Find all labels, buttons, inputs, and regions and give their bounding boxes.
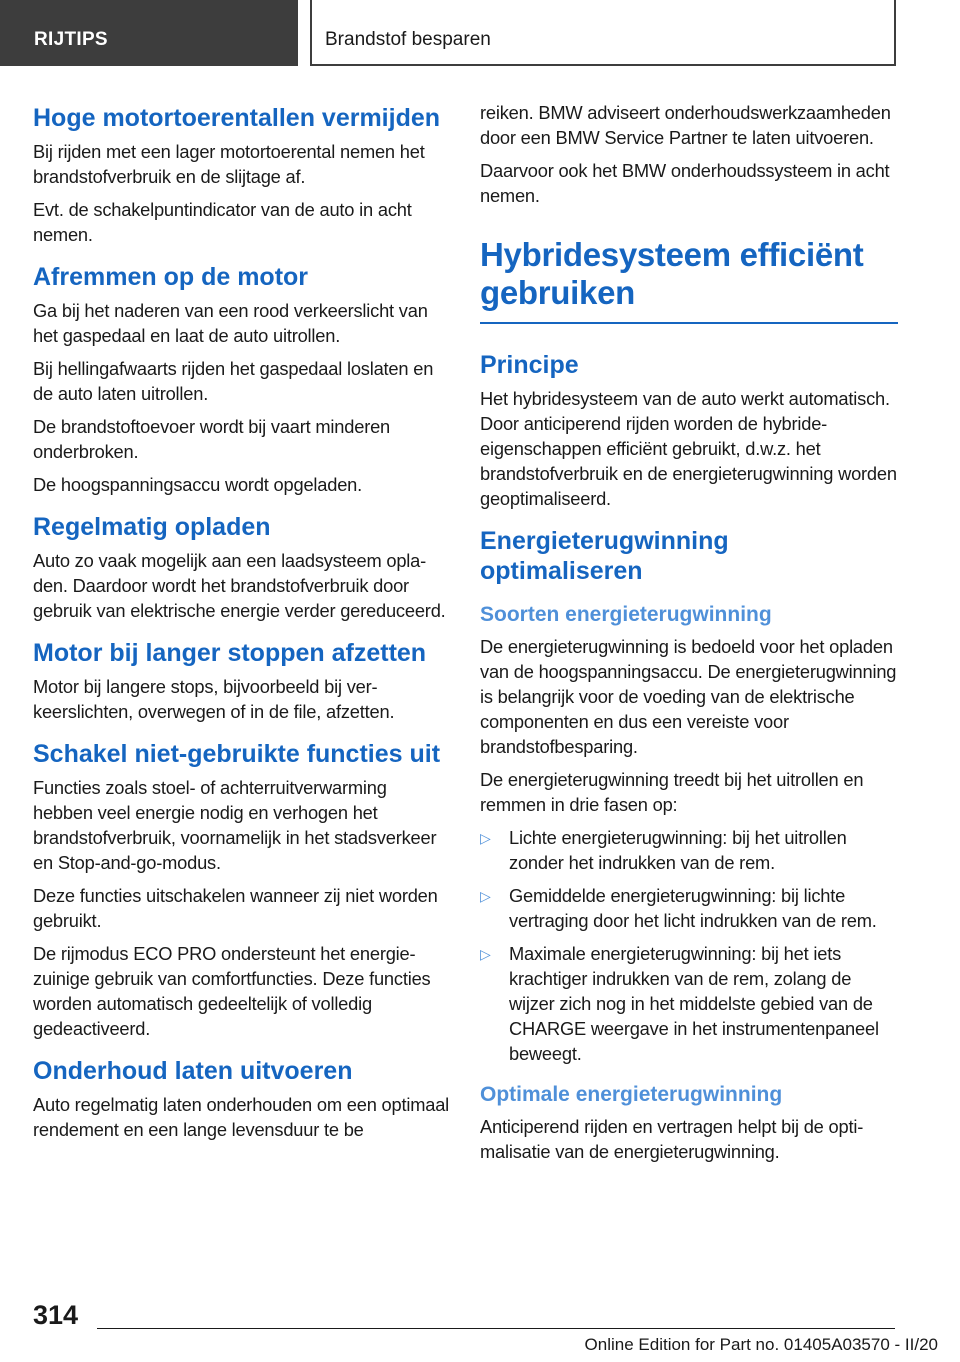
triangle-bullet-icon: ▷ — [480, 830, 491, 846]
bullet-list — [480, 825, 898, 1066]
heading-functies: Schakel niet-gebruikte functies uit — [33, 740, 441, 768]
paragraph: Deze functies uitschakelen wanneer zij niet worden gebruikt. — [33, 885, 438, 931]
section-label: RIJTIPS — [34, 29, 108, 50]
paragraph: Evt. de schakelpuntindicator van de auto in acht nemen. — [33, 199, 412, 245]
edition-note: Online Edition for Part no. 01405A03570 - II/20 — [584, 1335, 938, 1354]
paragraph: Daarvoor ook het BMW onderhoudssysteem in acht nemen. — [480, 160, 890, 206]
heading-principe: Principe — [480, 351, 579, 379]
paragraph: reiken. BMW adviseert onderhoudswerkzaamheden door een BMW Service Partner te laten uitvoeren. — [480, 102, 891, 148]
triangle-bullet-icon: ▷ — [480, 888, 491, 904]
list-item: ▷ Maximale energieterugwinning: bij het iets krachtiger indrukken van de rem, zolang de wijzer zich nog in het middelste gebied van de CHARGE weergave in het instrumentenpaneel beweegt. — [480, 943, 879, 1064]
subheading-optimale: Optimale energieterugwinning — [480, 1083, 783, 1106]
chapter-label: Brandstof besparen — [325, 29, 491, 50]
heading-onderhoud: Onderhoud laten uitvoeren — [33, 1057, 353, 1085]
page-header — [0, 0, 960, 66]
paragraph: De rijmodus ECO PRO ondersteunt het energiezuinige gebruik van comfortfuncties. Deze functies worden automatisch gedeeltelijk of volledig gedeactiveerd. — [33, 943, 431, 1039]
list-item: ▷ Lichte energieterugwinning: bij het uitrollen zonder het indrukken van de rem. — [480, 827, 847, 873]
paragraph: Motor bij langere stops, bijvoorbeeld bij verkeerslichten, overwegen of in de file, afzetten. — [33, 676, 395, 722]
paragraph: Auto zo vaak mogelijk aan een laadsysteem opladen. Daardoor wordt het brandstofverbruik door gebruik van elektrische energie verder gereduceerd. — [33, 550, 446, 621]
paragraph: Ga bij het naderen van een rood verkeerslicht van het gaspedaal en laat de auto uitrollen. — [33, 300, 428, 346]
heading-toerental: Hoge motortoerentallen vermijden — [33, 104, 441, 132]
paragraph: Bij hellingafwaarts rijden het gaspedaal loslaten en de auto laten uitrollen. — [33, 358, 434, 404]
heading-afzetten: Motor bij langer stoppen afzetten — [33, 639, 427, 667]
triangle-bullet-icon: ▷ — [480, 946, 491, 962]
left-column — [33, 100, 451, 1150]
paragraph: Auto regelmatig laten onderhouden om een optimaal rendement en een lange levensduur te be — [33, 1094, 450, 1140]
subheading-soorten: Soorten energieterugwinning — [480, 603, 772, 626]
paragraph: Anticiperend rijden en vertragen helpt bij de optimalisatie van de energieterugwinning. — [480, 1116, 864, 1162]
heading-opladen: Regelmatig opladen — [33, 513, 271, 541]
footer-divider — [97, 1328, 895, 1329]
heading-afremmen: Afremmen op de motor — [33, 263, 309, 291]
page-number: 314 — [33, 1300, 79, 1330]
heading-hybride: Hybridesysteem efficiënt gebruiken — [480, 236, 898, 324]
paragraph: De energieterugwinning treedt bij het uitrollen en remmen in drie fasen op: — [480, 769, 864, 815]
chapter-tab — [310, 0, 896, 66]
section-tab — [0, 0, 298, 66]
paragraph: Bij rijden met een lager motortoerental nemen het brandstofverbruik en de slijtage af. — [33, 141, 425, 187]
right-column — [480, 100, 898, 1172]
paragraph: De energieterugwinning is bedoeld voor het opladen van de hoogspanningsaccu. De energieterugwinning is belangrijk voor de voeding van de elektrische componenten en dus een vereiste voor brandstofbesparing. — [480, 636, 897, 757]
list-item: ▷ Gemiddelde energieterugwinning: bij lichte vertraging door het licht indrukken van de rem. — [480, 885, 877, 931]
paragraph: Functies zoals stoel- of achterruitverwarming hebben veel energie nodig en verhogen het brandstofverbruik, voornamelijk in het stadsverkeer en Stop-and-go-modus. — [33, 777, 437, 873]
heading-optimaliseren: Energieterugwinning optimaliseren — [480, 527, 729, 585]
paragraph: Het hybridesysteem van de auto werkt automatisch. Door anticiperend rijden worden de hybride-eigenschappen efficiënt gebruikt, d.w.z. het brandstofverbruik en de energieterugwinning worden geoptimaliseerd. — [480, 388, 897, 509]
paragraph: De hoogspanningsaccu wordt opgeladen. — [33, 474, 363, 495]
paragraph: De brandstoftoevoer wordt bij vaart minderen onderbroken. — [33, 416, 391, 462]
